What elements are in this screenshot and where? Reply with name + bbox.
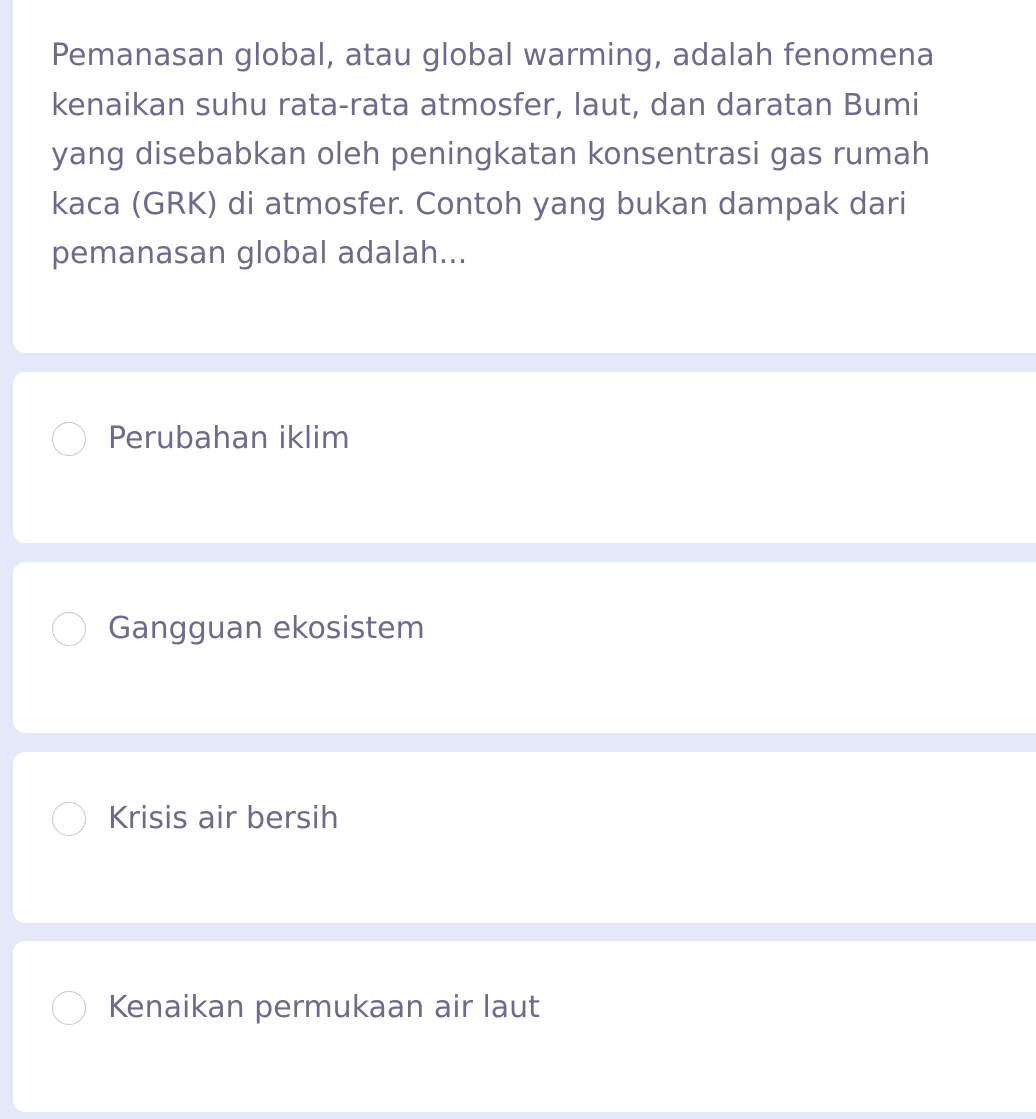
option-label: Krisis air bersih (108, 801, 339, 836)
question-card (13, 0, 1036, 353)
radio-circle-icon[interactable] (52, 422, 86, 456)
option-label: Gangguan ekosistem (108, 611, 425, 646)
question-text: Pemanasan global, atau global warming, adalah fenomena kenaikan suhu rata-rata atmosfer, laut, dan daratan Bumi yang disebabkan oleh peningkatan konsentrasi gas rumah kaca (GRK) di atmosfer. Contoh yang bukan dampak dari pemanasan global adalah... (51, 38, 935, 271)
option-card-1[interactable] (13, 372, 1036, 543)
option-label: Kenaikan permukaan air laut (108, 990, 540, 1025)
radio-circle-icon[interactable] (52, 991, 86, 1025)
option-card-4[interactable] (13, 941, 1036, 1112)
option-label: Perubahan iklim (108, 421, 350, 456)
radio-circle-icon[interactable] (52, 802, 86, 836)
option-card-2[interactable] (13, 562, 1036, 733)
option-card-3[interactable] (13, 752, 1036, 923)
radio-circle-icon[interactable] (52, 612, 86, 646)
